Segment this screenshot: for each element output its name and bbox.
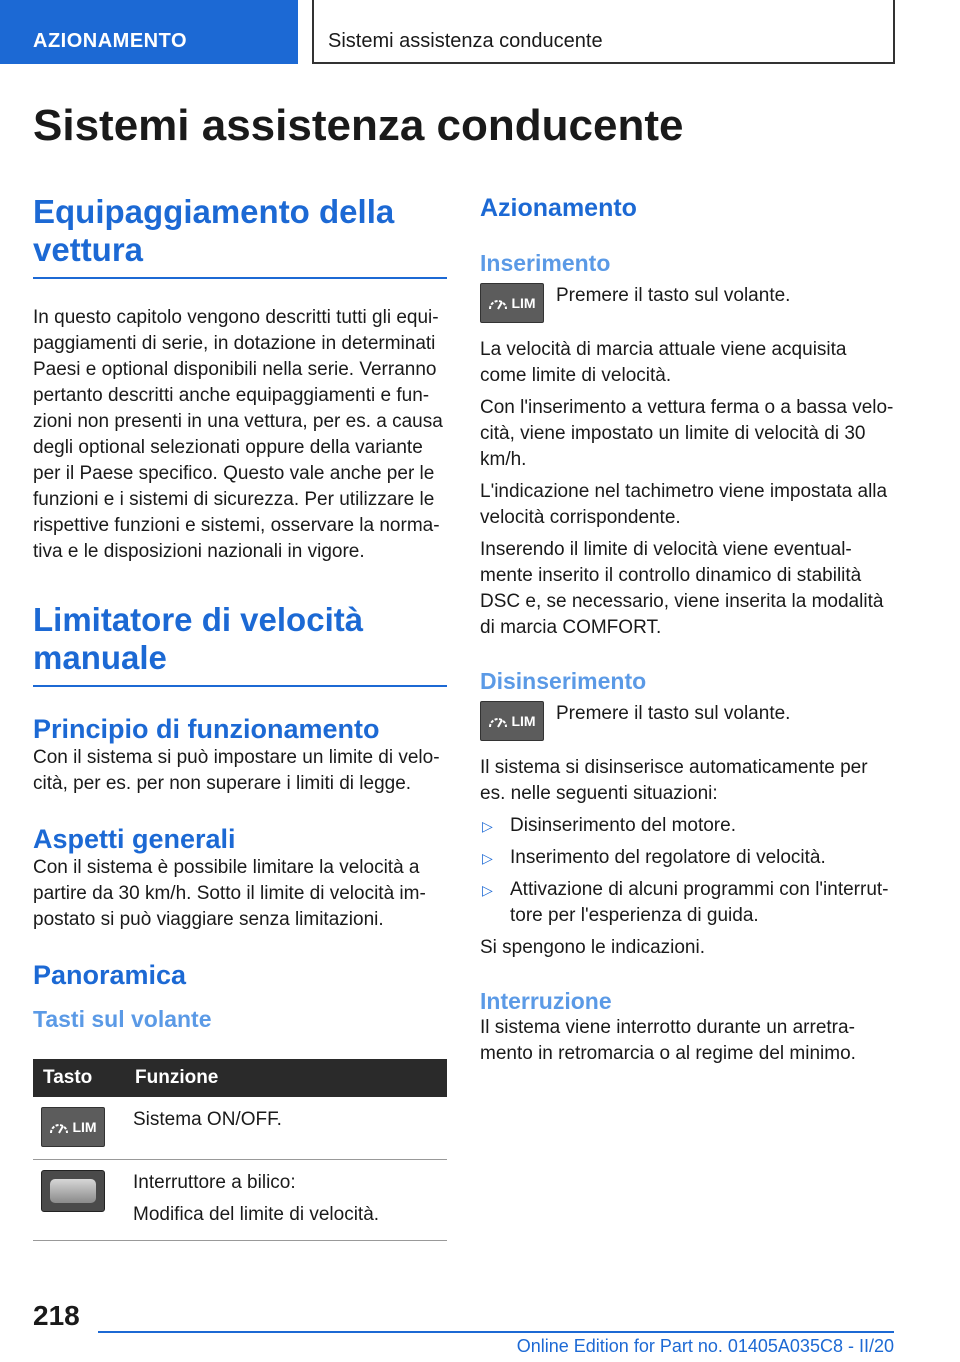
table-cell-function: Interruttore a bilico: bbox=[133, 1172, 296, 1193]
principle-heading: Principio di funzionamento bbox=[33, 714, 380, 744]
lim-label: LIM bbox=[511, 295, 536, 311]
lim-label: LIM bbox=[72, 1119, 97, 1135]
list-item: ▷ Inserimento del regolatore di velocità. bbox=[480, 845, 898, 871]
steering-keys-heading: Tasti sul volante bbox=[33, 1006, 212, 1032]
rocker-switch-icon bbox=[41, 1170, 105, 1212]
switch-off-key-text: Premere il tasto sul volante. bbox=[556, 703, 791, 724]
interrupt-text: Il sistema viene interrotto durante un arretra- mento in retromarcia o al regime del minimo. bbox=[480, 1017, 856, 1064]
switch-on-text-3: L'indicazione nel tachimetro viene impostata alla velocità corrispondente. bbox=[480, 481, 888, 528]
operation-heading: Azionamento bbox=[480, 194, 637, 222]
table-cell-function-detail: Modifica del limite di velocità. bbox=[133, 1204, 380, 1225]
switch-on-key-row bbox=[480, 283, 898, 323]
table-row bbox=[33, 1097, 447, 1160]
switch-on-key-text: Premere il tasto sul volante. bbox=[556, 285, 791, 306]
switch-on-heading: Inserimento bbox=[480, 250, 611, 276]
switch-off-heading: Disinserimento bbox=[480, 668, 647, 694]
overview-heading: Panoramica bbox=[33, 960, 187, 990]
switch-off-key-row bbox=[480, 701, 898, 741]
limiter-heading: Limitatore di velocità manuale bbox=[33, 601, 447, 687]
equipment-heading: Equipaggiamento della vettura bbox=[33, 193, 447, 279]
lim-button-icon bbox=[480, 701, 544, 741]
table-header-function: Funzione bbox=[125, 1059, 447, 1097]
header-chapter-tab: Sistemi assistenza conducente bbox=[312, 0, 895, 64]
switch-off-text-2: Si spengono le indicazioni. bbox=[480, 937, 705, 958]
list-item: ▷ Attivazione di alcuni programmi con l'interrut- tore per l'esperienza di guida. bbox=[480, 877, 898, 929]
switch-off-text-1: Il sistema si disinserisce automaticamente per es. nelle seguenti situazioni: bbox=[480, 757, 868, 804]
steering-keys-table bbox=[33, 1059, 447, 1241]
interrupt-heading: Interruzione bbox=[480, 988, 612, 1014]
switch-on-text-1: La velocità di marcia attuale viene acquisita come limite di velocità. bbox=[480, 339, 847, 386]
speedometer-icon bbox=[488, 295, 508, 311]
speedometer-icon bbox=[49, 1119, 69, 1135]
footer-divider bbox=[98, 1331, 894, 1333]
left-column bbox=[33, 193, 447, 1241]
page-number: 218 bbox=[33, 1300, 80, 1331]
general-heading: Aspetti generali bbox=[33, 824, 236, 854]
general-text: Con il sistema è possibile limitare la velocità a partire da 30 km/h. Sotto il limite di velocità im- postato si può viaggiare senza limitazioni. bbox=[33, 857, 426, 930]
list-item: ▷ Disinserimento del motore. bbox=[480, 813, 898, 839]
right-column bbox=[480, 193, 898, 1067]
table-header-key: Tasto bbox=[33, 1059, 125, 1097]
switch-on-text-4: Inserendo il limite di velocità viene eventual- mente inserito il controllo dinamico di stabilità DSC e, se necessario, viene inserita la modalità di marcia COMFORT. bbox=[480, 539, 884, 638]
triangle-bullet-icon: ▷ bbox=[482, 850, 493, 866]
header-section-tab: AZIONAMENTO bbox=[0, 0, 298, 64]
lim-label: LIM bbox=[511, 713, 536, 729]
footer-edition: Online Edition for Part no. 01405A035C8 - II/20 bbox=[516, 1336, 894, 1356]
equipment-text: In questo capitolo vengono descritti tutti gli equi- paggiamenti di serie, in dotazione in determinati Paesi e optional disponibili nella serie. Verranno pertanto descritti anche equipaggiamenti e fun- zioni non presenti in una vettura, per es. a causa degli optional selezionati oppure della variante per il Paese specifico. Questo vale anche per le funzioni e i sistemi di sicurezza. Per utilizzare le rispettive funzioni e sistemi, osservare la norma- tiva e le disposizioni nazionali in vigore. bbox=[33, 307, 443, 562]
switch-off-list bbox=[480, 813, 898, 929]
table-cell-function: Sistema ON/OFF. bbox=[133, 1109, 282, 1130]
principle-text: Con il sistema si può impostare un limite di velo- cità, per es. per non superare i limiti di legge. bbox=[33, 747, 440, 794]
table-row bbox=[33, 1160, 447, 1241]
lim-button-icon bbox=[41, 1107, 105, 1147]
switch-on-text-2: Con l'inserimento a vettura ferma o a bassa velo- cità, viene impostato un limite di velocità di 30 km/h. bbox=[480, 397, 894, 470]
speedometer-icon bbox=[488, 713, 508, 729]
triangle-bullet-icon: ▷ bbox=[482, 882, 493, 898]
lim-button-icon bbox=[480, 283, 544, 323]
triangle-bullet-icon: ▷ bbox=[482, 818, 493, 834]
page-title: Sistemi assistenza conducente bbox=[33, 101, 684, 150]
